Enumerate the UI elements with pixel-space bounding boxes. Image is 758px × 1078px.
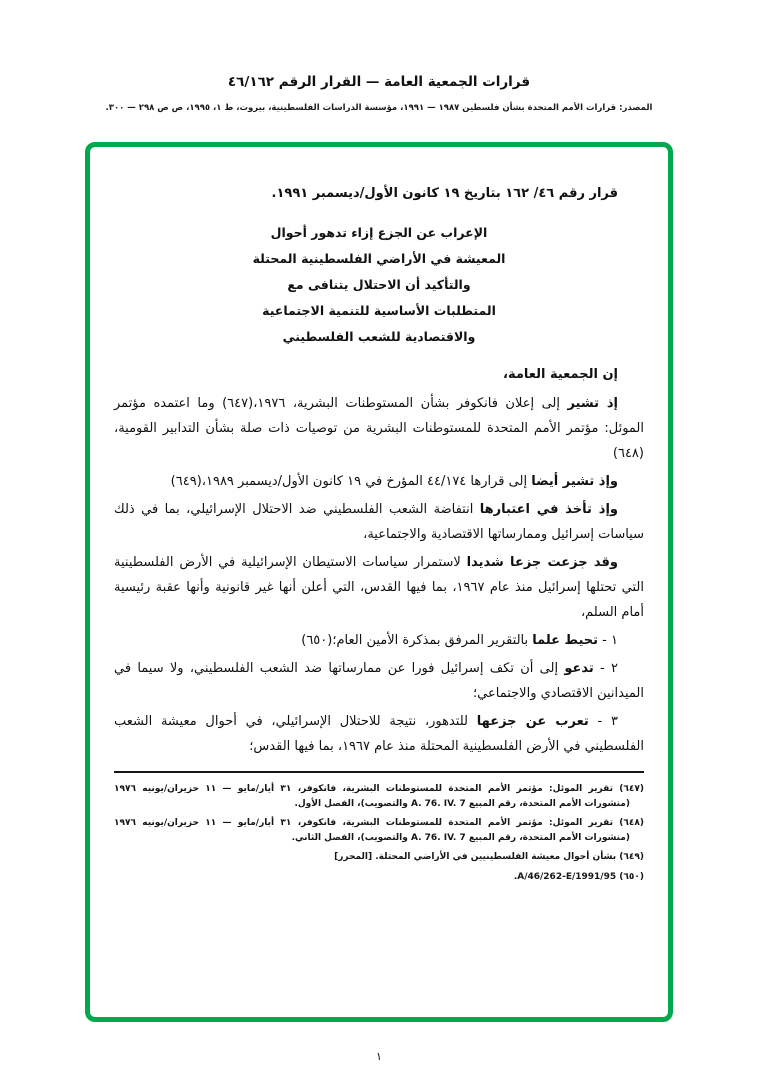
body-paragraph xyxy=(114,391,644,466)
page-number: ١ xyxy=(376,1050,382,1063)
paragraph-lead: وإذ تشير أيضا xyxy=(531,474,618,489)
body-paragraph xyxy=(114,550,644,625)
paragraph-text: للتدهور، نتيجة للاحتلال الإسرائيلي، في أحوال معيشة الشعب الفلسطيني في الأرض الفلسطينية المحتلة منذ عام ١٩٦٧، بما فيها القدس؛ xyxy=(114,714,644,754)
paragraph-number: ٣ - xyxy=(588,714,618,729)
paragraph-number: ٢ - xyxy=(593,661,618,676)
resolution-title: قرار رقم ٤٦/ ١٦٢ بتاريخ ١٩ كانون الأول/ديسمبر ١٩٩١. xyxy=(271,186,618,201)
paragraph-text: إلى أن تكف إسرائيل فورا عن ممارساتها ضد الشعب الفلسطيني، ولا سيما في الميدانين الاقتصادي والاجتماعي؛ xyxy=(114,661,644,701)
footnote-text: بشأن أحوال معيشة الفلسطينيين في الأراضي المحتلة. [المحرر] xyxy=(334,852,617,862)
body-paragraph xyxy=(114,497,644,547)
operative-paragraph xyxy=(114,709,644,759)
footnote-text: تقرير الموئل: مؤتمر الأمم المتحدة للمستوطنات البشرية، فانكوفر، ٣١ أيار/مايو — ١١ حزيران/يونيه ١٩٧٦ (منشورات الأمم المتحدة، رقم المبيع A. 76. IV. 7 والتصويب)، الفصل الثاني. xyxy=(114,818,630,843)
paragraph-lead: تحيط علما xyxy=(532,633,599,648)
footnotes-section xyxy=(114,782,644,884)
footnote-ref: (٦٤٨) xyxy=(619,818,644,828)
paragraph-lead: وإذ تأخذ في اعتبارها xyxy=(479,502,618,517)
operative-paragraph xyxy=(114,656,644,706)
footnote-text: A/46/262-E/1991/95. xyxy=(513,871,617,882)
subtitle-line: المتطلبات الأساسية للتنمية الاجتماعية xyxy=(262,303,496,318)
paragraph-text: انتفاضة الشعب الفلسطيني ضد الاحتلال الإسرائيلي، بما في ذلك سياسات إسرائيل وممارساتها الاقتصادية والاجتماعية، xyxy=(114,502,644,542)
paragraph-lead: تعرب عن جزعها xyxy=(476,714,589,729)
resolution-subtitle xyxy=(114,220,644,350)
paragraph-text: إلى قرارها ٤٤/١٧٤ المؤرخ في ١٩ كانون الأول/ديسمبر ١٩٨٩،(٦٤٩) xyxy=(170,474,532,489)
footnote xyxy=(114,782,644,811)
paragraph-number: ١ - xyxy=(598,633,618,648)
subtitle-line: المعيشة في الأراضي الفلسطينية المحتلة xyxy=(252,251,506,266)
footnote xyxy=(114,816,644,845)
body-paragraph xyxy=(114,469,644,494)
footnote-ref: (٦٥٠) xyxy=(619,871,644,882)
paragraph-lead: إذ تشير xyxy=(567,396,618,411)
page-header xyxy=(0,74,758,113)
paragraph-lead: تدعو xyxy=(564,661,594,676)
footnote xyxy=(114,870,644,885)
footnote xyxy=(114,850,644,865)
paragraph-lead: وقد جزعت جزعا شديدا xyxy=(466,555,618,570)
collection-title: قرارات الجمعية العامة — القرار الرقم ٤٦/١٦٢ xyxy=(227,74,531,90)
resolution-frame xyxy=(85,142,673,1022)
footnote-separator xyxy=(114,771,644,773)
subtitle-line: الإعراب عن الجزع إزاء تدهور أحوال xyxy=(270,225,488,240)
subtitle-line: والاقتصادية للشعب الفلسطيني xyxy=(282,329,476,344)
opening-line: إن الجمعية العامة، xyxy=(503,367,618,382)
footnote-ref: (٦٤٧) xyxy=(619,784,644,794)
subtitle-line: والتأكيد أن الاحتلال يتنافى مع xyxy=(287,277,471,292)
footnote-ref: (٦٤٩) xyxy=(619,852,644,862)
operative-paragraph xyxy=(114,628,644,653)
paragraph-text: لاستمرار سياسات الاستيطان الإسرائيلية في الأرض الفلسطينية التي تحتلها إسرائيل منذ عام ١٩٦٧، بما فيها القدس، التي أعلن أنها غير قانونية وأنها عقبة رئيسية أمام السلم، xyxy=(114,555,644,620)
source-citation: المصدر: قرارات الأمم المتحدة بشأن فلسطين ١٩٨٧ — ١٩٩١، مؤسسة الدراسات الفلسطينية، بيروت، ط ١، ١٩٩٥، ص ص ٢٩٨ — ٣٠٠. xyxy=(105,103,653,113)
paragraph-text: إلى إعلان فانكوفر بشأن المستوطنات البشرية، ١٩٧٦،(٦٤٧) وما اعتمده مؤتمر الموئل: مؤتمر الأمم المتحدة للمستوطنات البشرية من توصيات ذات صلة بشأن التدابير القومية،(٦٤٨) xyxy=(114,396,644,461)
paragraph-text: بالتقرير المرفق بمذكرة الأمين العام؛(٦٥٠) xyxy=(301,633,533,648)
footnote-text: تقرير الموئل: مؤتمر الأمم المتحدة للمستوطنات البشرية، فانكوفر، ٣١ أيار/مايو — ١١ حزيران/يونيه ١٩٧٦ (منشورات الأمم المتحدة، رقم المبيع A. 76. IV. 7 والتصويب)، الفصل الأول. xyxy=(114,784,630,809)
